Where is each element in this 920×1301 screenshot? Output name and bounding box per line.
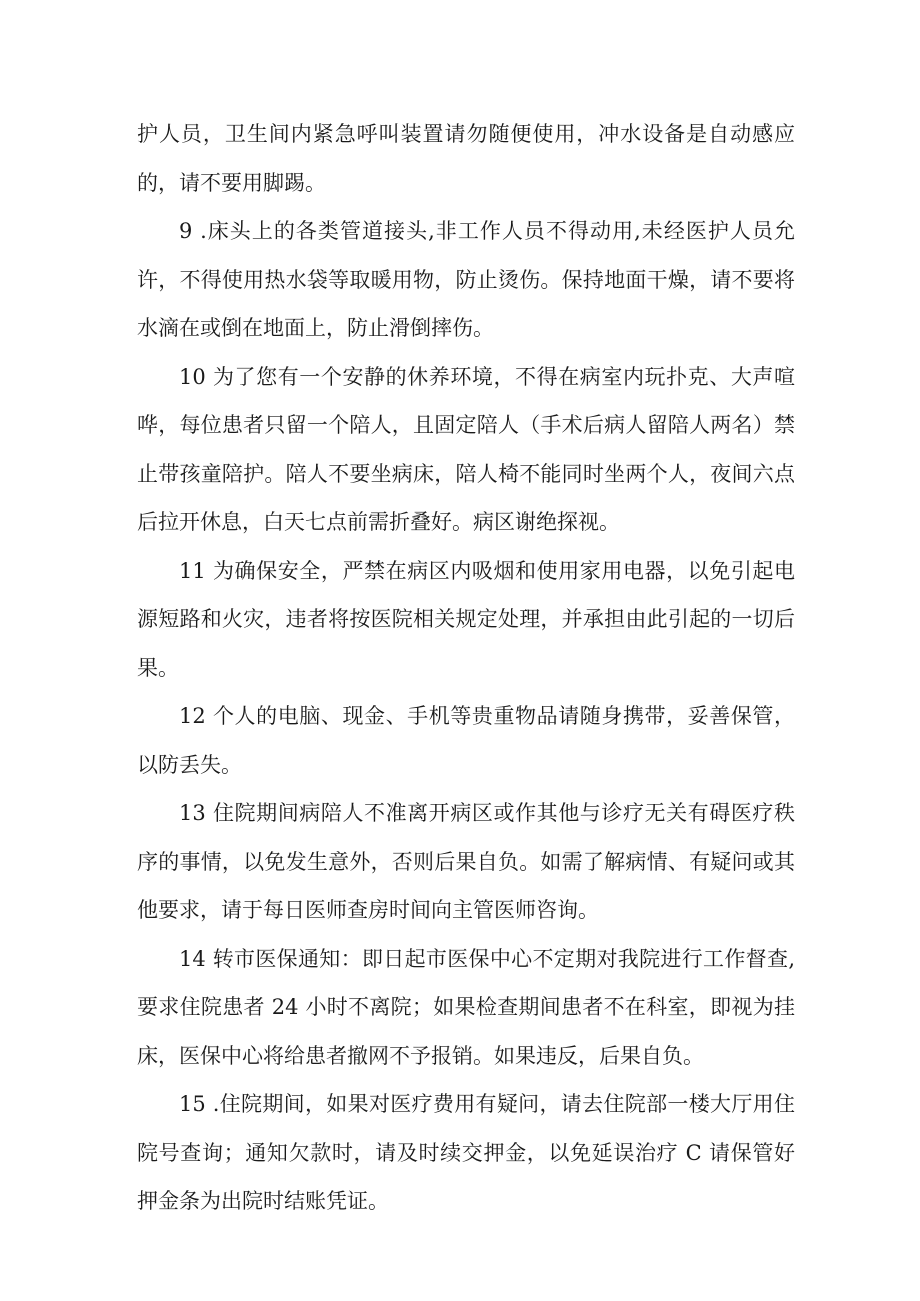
paragraph-item-15: 15 .住院期间，如果对医疗费用有疑问，请去住院部一楼大厅用住院号查询；通知欠款时，请及时续交押金，以免延误治疗 C 请保管好押金条为出院时结账凭证。 (137, 1092, 795, 1213)
paragraph-item-10: 10 为了您有一个安静的休养环境，不得在病室内玩扑克、大声喧哗，每位患者只留一个陪人，且固定陪人（手术后病人留陪人两名）禁止带孩童陪护。陪人不要坐病床，陪人椅不能同时坐两个人，夜间六点后拉开休息，白天七点前需折叠好。病区谢绝探视。 (137, 364, 795, 534)
paragraph-item-9: 9 .床头上的各类管道接头,非工作人员不得动用,未经医护人员允许，不得使用热水袋等取暖用物，防止烫伤。保持地面干燥，请不要将水滴在或倒在地面上，防止滑倒摔伤。 (137, 219, 795, 340)
paragraph-item-14: 14 转市医保通知：即日起市医保中心不定期对我院进行工作督查,要求住院患者 24 小时不离院；如果检查期间患者不在科室，即视为挂床，医保中心将给患者撤网不予报销。如果违反，后果自负。 (137, 946, 795, 1068)
paragraph-continuation: 护人员，卫生间内紧急呼叫装置请勿随便使用，冲水设备是自动感应的，请不要用脚踢。 (137, 122, 795, 195)
paragraph-item-13: 13 住院期间病陪人不准离开病区或作其他与诊疗无关有碍医疗秩序的事情，以免发生意外，否则后果自负。如需了解病情、有疑问或其他要求，请于每日医师查房时间向主管医师咨询。 (137, 801, 795, 922)
document-body (137, 110, 795, 1226)
paragraph-item-12: 12 个人的电脑、现金、手机等贵重物品请随身携带，妥善保管，以防丢失。 (137, 704, 795, 777)
paragraph-item-11: 11 为确保安全，严禁在病区内吸烟和使用家用电器，以免引起电源短路和火灾，违者将按医院相关规定处理，并承担由此引起的一切后果。 (137, 558, 795, 680)
